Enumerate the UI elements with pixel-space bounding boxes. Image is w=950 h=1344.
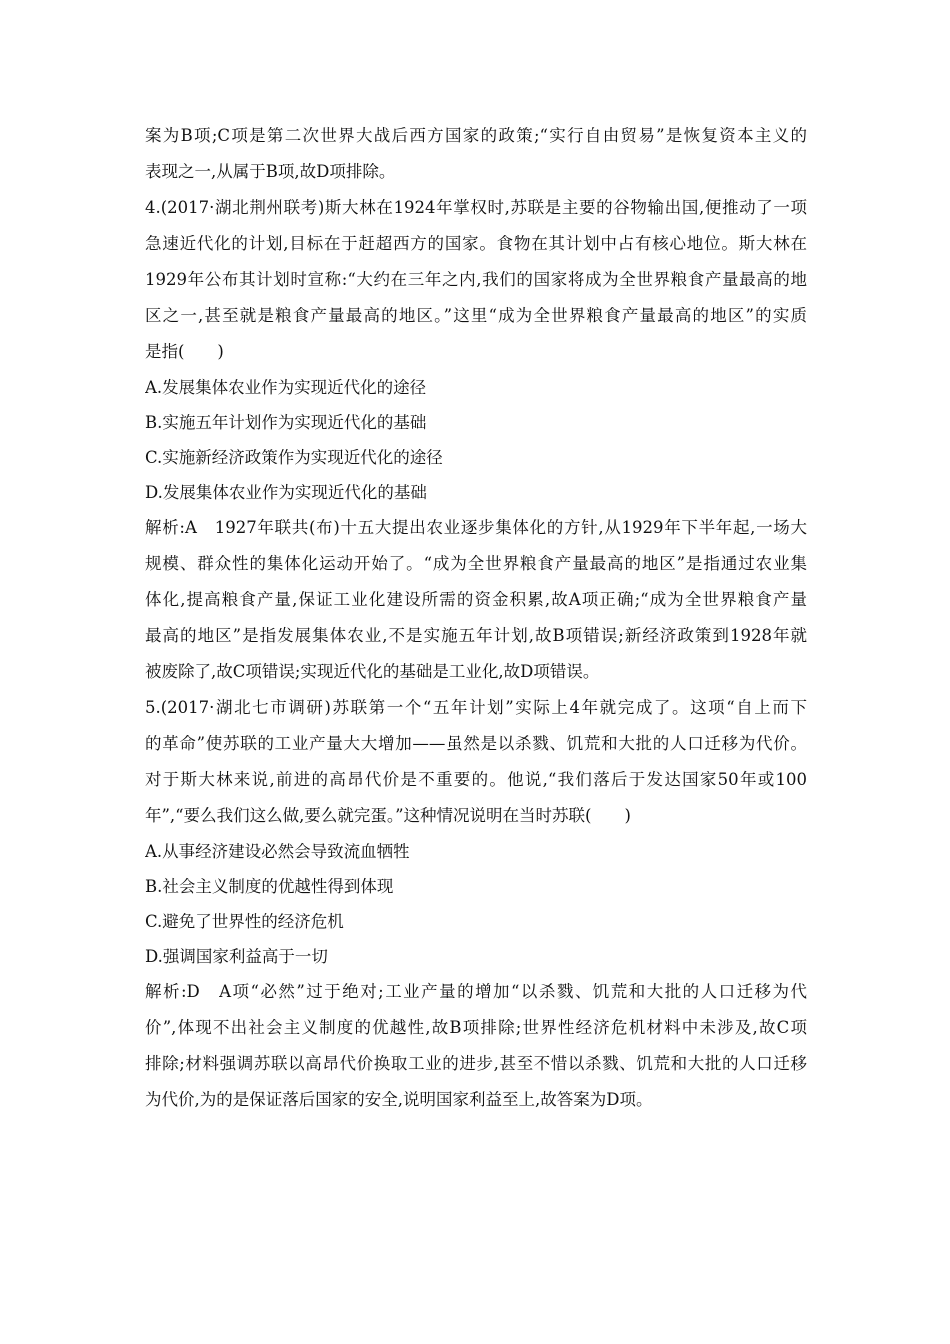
text-line: 4.(2017·湖北荆州联考)斯大林在1924年掌权时,苏联是主要的谷物输出国,便推动了一项	[145, 198, 807, 217]
text-line: 解析:D A项“必然”过于绝对;工业产量的增加“以杀戮、饥荒和大批的人口迁移为代	[145, 982, 807, 1001]
text-line: 被废除了,故C项错误;实现近代化的基础是工业化,故D项错误。	[145, 662, 600, 681]
answer-option-line: D.发展集体农业作为实现近代化的基础	[145, 483, 427, 502]
answer-option-line: C.实施新经济政策作为实现近代化的途径	[145, 448, 443, 467]
text-line: 规模、群众性的集体化运动开始了。“成为全世界粮食产量最高的地区”是指通过农业集	[145, 554, 807, 573]
text-line: 价”,体现不出社会主义制度的优越性,故B项排除;世界性经济危机材料中未涉及,故C项	[145, 1018, 807, 1037]
answer-option-line: B.实施五年计划作为实现近代化的基础	[145, 413, 427, 432]
text-line: 1929年公布其计划时宣称:“大约在三年之内,我们的国家将成为全世界粮食产量最高的地	[145, 270, 807, 289]
answer-option-line: C.避免了世界性的经济危机	[145, 912, 344, 931]
text-line: 体化,提高粮食产量,保证工业化建设所需的资金积累,故A项正确;“成为全世界粮食产量	[145, 590, 807, 609]
text-line: 为代价,为的是保证落后国家的安全,说明国家利益至上,故答案为D项。	[145, 1090, 653, 1109]
text-line: 表现之一,从属于B项,故D项排除。	[145, 162, 396, 181]
document-page	[145, 118, 807, 1118]
answer-option-line: D.强调国家利益高于一切	[145, 947, 328, 966]
answer-option-line: A.从事经济建设必然会导致流血牺牲	[145, 842, 410, 861]
text-line: 5.(2017·湖北七市调研)苏联第一个“五年计划”实际上4年就完成了。这项“自上而下	[145, 698, 807, 717]
text-line: 最高的地区”是指发展集体农业,不是实施五年计划,故B项错误;新经济政策到1928年就	[145, 626, 807, 645]
text-line: 案为B项;C项是第二次世界大战后西方国家的政策;“实行自由贸易”是恢复资本主义的	[145, 126, 807, 145]
text-line: 区之一,甚至就是粮食产量最高的地区。”这里“成为全世界粮食产量最高的地区”的实质	[145, 306, 807, 325]
text-line: 排除;材料强调苏联以高昂代价换取工业的进步,甚至不惜以杀戮、饥荒和大批的人口迁移	[145, 1054, 807, 1073]
text-line: 解析:A 1927年联共(布)十五大提出农业逐步集体化的方针,从1929年下半年起,一场大	[145, 518, 807, 537]
text-line: 急速近代化的计划,目标在于赶超西方的国家。食物在其计划中占有核心地位。斯大林在	[145, 234, 807, 253]
text-line: 年”,“要么我们这么做,要么就完蛋。”这种情况说明在当时苏联( )	[145, 806, 631, 825]
text-line: 的革命”使苏联的工业产量大大增加——虽然是以杀戮、饥荒和大批的人口迁移为代价。	[145, 734, 807, 753]
text-line: 对于斯大林来说,前进的高昂代价是不重要的。他说,“我们落后于发达国家50年或100	[145, 770, 807, 789]
answer-option-line: A.发展集体农业作为实现近代化的途径	[145, 378, 427, 397]
answer-option-line: B.社会主义制度的优越性得到体现	[145, 877, 394, 896]
text-line: 是指( )	[145, 342, 224, 361]
